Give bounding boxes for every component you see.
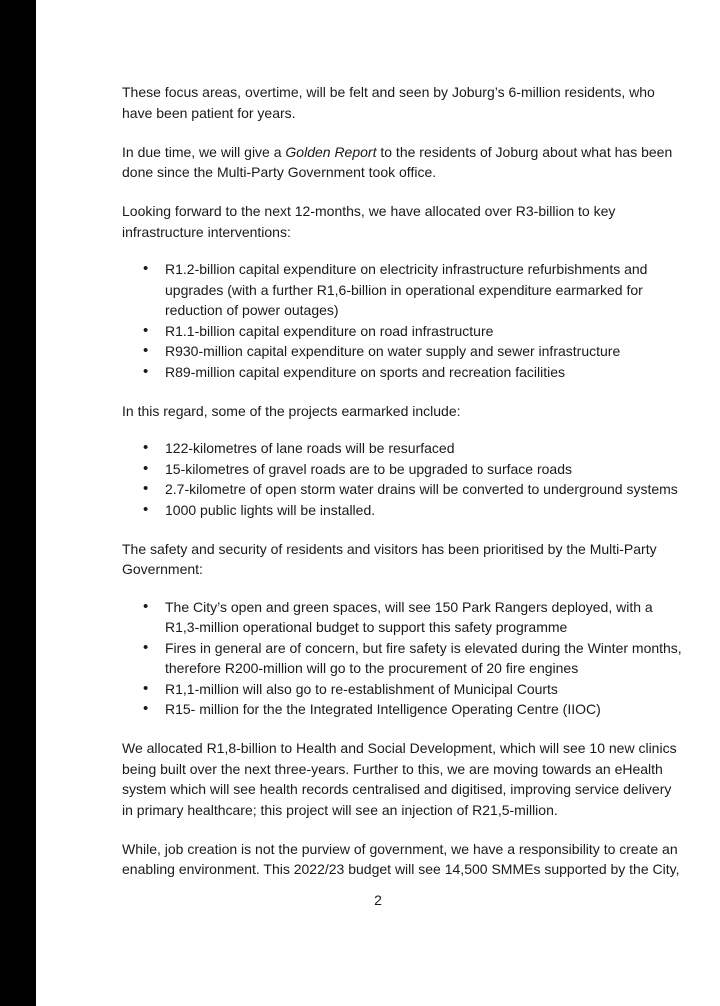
paragraph-focus-areas: These focus areas, overtime, will be felt and seen by Joburg’s 6-million residents, who have been patient for years. (122, 84, 655, 121)
list-item: • R15- million for the the Integrated Intelligence Operating Centre (IIOC) (165, 699, 682, 720)
list-item: • R1,1-million will also go to re-establishment of Municipal Courts (165, 679, 682, 700)
paragraph-job-creation: While, job creation is not the purview of government, we have a responsibility to create an enabling environment. This 2022/23 budget will see 14,500 SMMEs supported by the City, (122, 840, 680, 877)
paragraph-projects-intro: In this regard, some of the projects earmarked include: (122, 402, 461, 419)
page-number: 2 (374, 892, 382, 908)
paragraph-safety-intro: The safety and security of residents and visitors has been prioritised by the Multi-Party Government: (122, 540, 657, 577)
paragraph-golden-report-end: to the residents of Joburg about what has been done since the Multi-Party Government took office. (122, 143, 673, 180)
document-page (36, 0, 720, 1006)
paragraph-infrastructure-intro: Looking forward to the next 12-months, we have allocated over R3-billion to key infrastructure interventions: (122, 203, 616, 240)
safety-list (122, 590, 682, 720)
golden-report-emphasis: Golden Report (285, 143, 377, 160)
list-item: • 15-kilometres of gravel roads are to be upgraded to surface roads (165, 459, 682, 480)
paragraph-golden-report-start: In due time, we will give a (122, 143, 286, 160)
list-item: • Fires in general are of concern, but fire safety is elevated during the Winter months, therefore R200-million will go to the procurement of 20 fire engines (165, 638, 682, 679)
list-item: • R930-million capital expenditure on water supply and sewer infrastructure (165, 341, 682, 362)
paragraph-golden-report (122, 142, 682, 183)
list-item: • 1000 public lights will be installed. (165, 500, 682, 521)
paragraph-health: We allocated R1,8-billion to Health and Social Development, which will see 10 new clinics being built over the next three-years. Further to this, we are moving towards an eHealth system which will see health records centralised and digitised, improving service delivery in primary healthcare; this project will see an injection of R21,5-million. (122, 740, 677, 818)
page-content (122, 82, 682, 898)
list-item: • 122-kilometres of lane roads will be resurfaced (165, 438, 682, 459)
projects-list (122, 431, 682, 520)
list-item: • R1.2-billion capital expenditure on electricity infrastructure refurbishments and upgrades (with a further R1,6-billion in operational expenditure earmarked for reduction of power outages) (165, 259, 682, 321)
list-item: • 2.7-kilometre of open storm water drains will be converted to underground systems (165, 479, 682, 500)
list-item: • The City’s open and green spaces, will see 150 Park Rangers deployed, with a R1,3-million operational budget to support this safety programme (165, 597, 682, 638)
list-item: • R89-million capital expenditure on sports and recreation facilities (165, 362, 682, 383)
infrastructure-list (122, 252, 682, 382)
list-item: • R1.1-billion capital expenditure on road infrastructure (165, 321, 682, 342)
